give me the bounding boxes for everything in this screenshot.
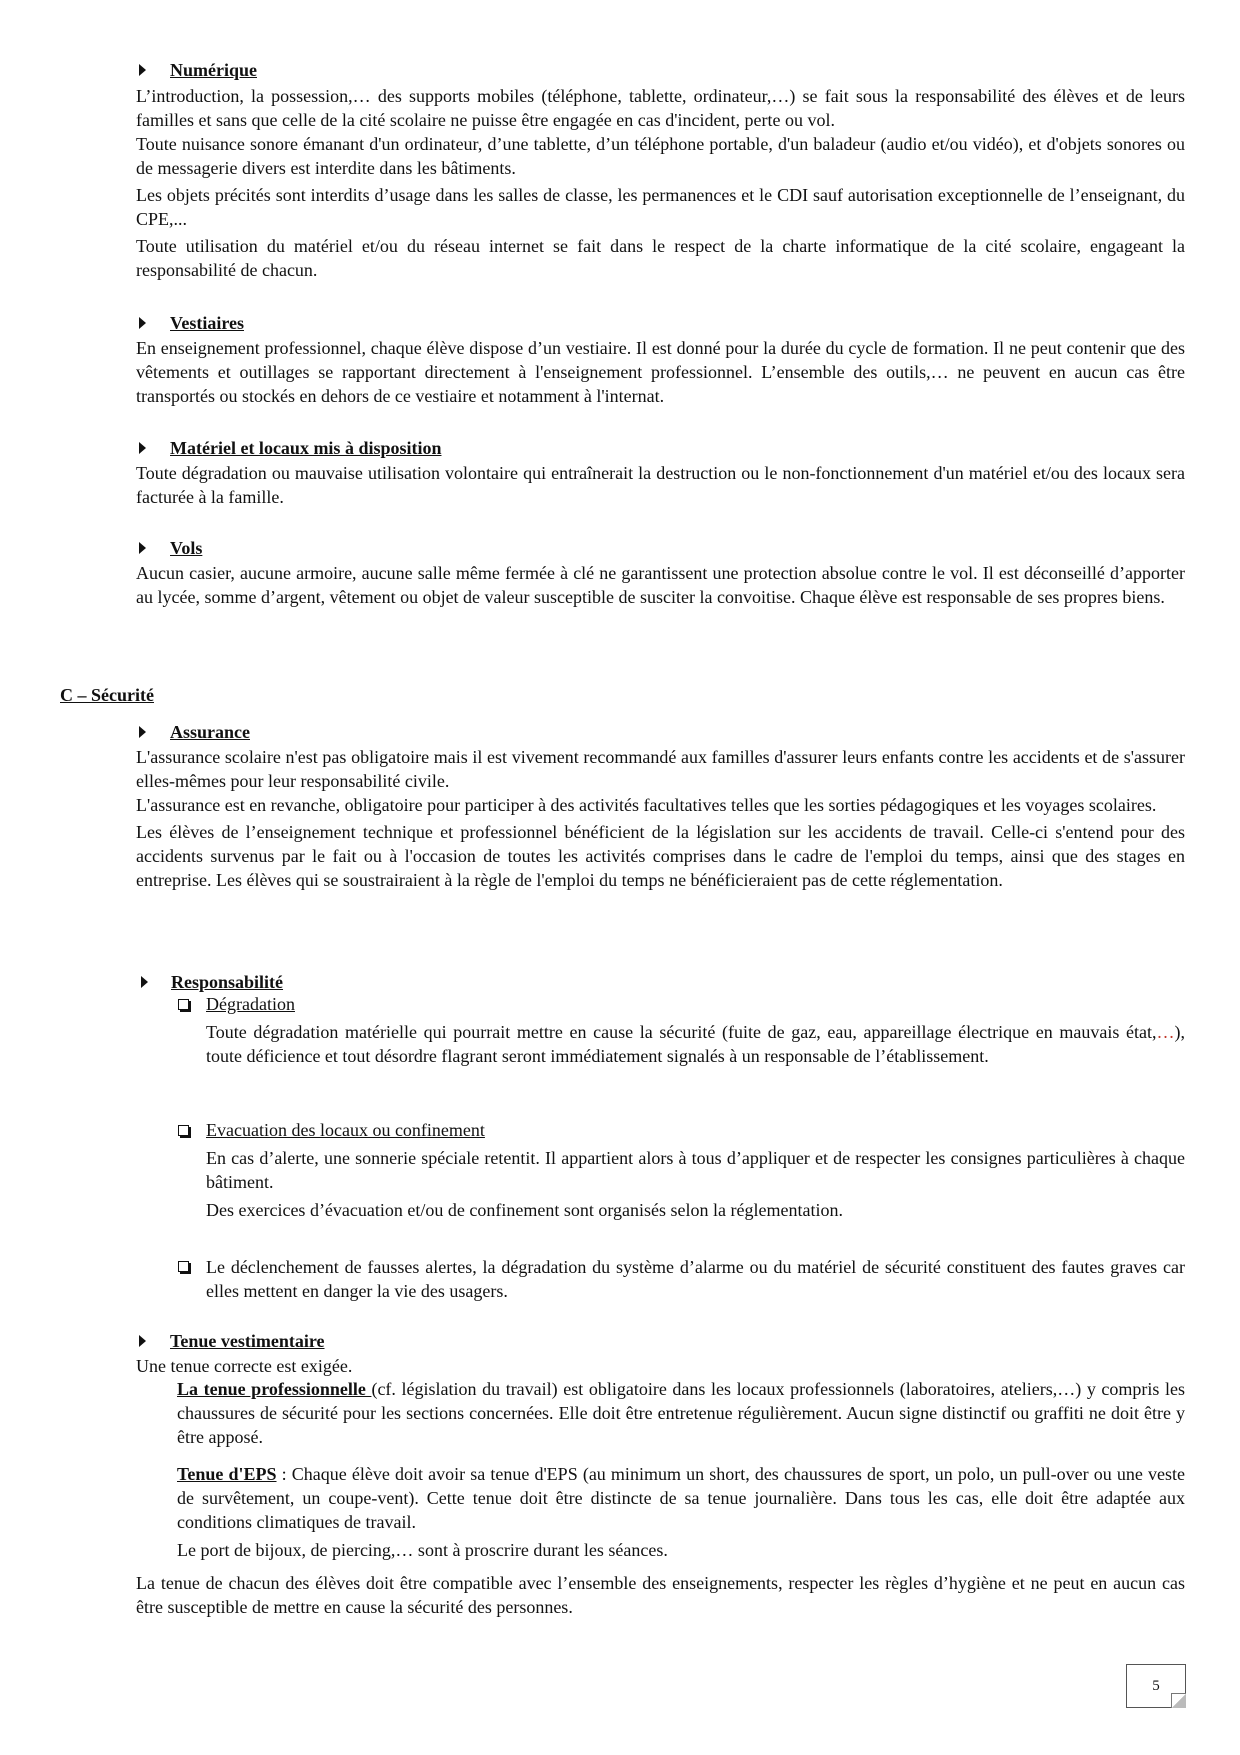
- paragraph: Toute nuisance sonore émanant d'un ordinateur, d’une tablette, d’un téléphone portable, d'un baladeur (audio et/ou vidéo), et d'objets sonores ou de messagerie divers est interdite dans les bâtiments.: [136, 134, 1185, 178]
- heading-assurance: Assurance: [170, 722, 250, 742]
- section-vols-body: [136, 561, 1185, 609]
- tenue-pro-body: [177, 1377, 1185, 1449]
- paragraph: Aucun casier, aucune armoire, aucune salle même fermée à clé ne garantissent une protection absolue contre le vol. Il est déconseillé d’apporter au lycée, somme d’argent, vêtement ou objet de valeur susceptible de susciter la convoitise. Chaque élève est responsable de ses propres biens.: [136, 563, 1185, 607]
- paragraph: [177, 1462, 1185, 1534]
- checkbox-bullet-icon: [178, 1125, 189, 1136]
- heading-materiel: Matériel et locaux mis à disposition: [170, 438, 442, 458]
- bullet-arrow-icon: [139, 1335, 146, 1347]
- bullet-arrow-icon: [139, 442, 146, 454]
- section-materiel-body: [136, 461, 1185, 509]
- tenue-eps-body: [177, 1462, 1185, 1562]
- tenue-eps-text: : Chaque élève doit avoir sa tenue d'EPS (au minimum un short, des chaussures de sport, un polo, un pull-over ou une veste de survêtement, un coupe-vent). Cette tenue doit être distincte de sa tenue journalière. Dans tous les cas, elle doit être adaptée aux conditions climatiques de travail.: [177, 1464, 1185, 1532]
- bullet-arrow-icon: [141, 976, 148, 988]
- section-numerique-body: [136, 84, 1185, 282]
- heading-vestiaires: Vestiaires: [170, 313, 244, 333]
- heading-numerique: Numérique: [170, 60, 257, 80]
- section-assurance-body: [136, 745, 1185, 892]
- checkbox-bullet-icon: [178, 999, 189, 1010]
- paragraph: Toute utilisation du matériel et/ou du réseau internet se fait dans le respect de la charte informatique de la cité scolaire, engageant la responsabilité de chacun.: [136, 236, 1185, 280]
- degradation-body: [206, 1020, 1185, 1068]
- paragraph: L'assurance scolaire n'est pas obligatoire mais il est vivement recommandé aux familles d'assurer leurs enfants contre les accidents et de s'assurer elles-mêmes pour leur responsabilité civile.: [136, 747, 1185, 791]
- evacuation-body: [206, 1146, 1185, 1222]
- tenue-pro-text: (cf. législation du travail) est obligatoire dans les locaux professionnels (laboratoires, ateliers,…) y compris les chaussures de sécurité pour les sections concernées. Elle doit être entretenue régulièrement. Aucun signe distinctif ou graffiti ne doit être y être apposé.: [177, 1379, 1185, 1447]
- paragraph: La tenue de chacun des élèves doit être compatible avec l’ensemble des enseignements, respecter les règles d’hygiène et ne peut en aucun cas être susceptible de mettre en cause la sécurité des personnes.: [136, 1573, 1185, 1617]
- subheading-degradation: Dégradation: [206, 994, 295, 1014]
- paragraph: En cas d’alerte, une sonnerie spéciale retentit. Il appartient alors à tous d’appliquer et de respecter les consignes particulières à chaque bâtiment.: [206, 1148, 1185, 1192]
- page-number: 5: [1152, 1678, 1160, 1694]
- paragraph: Des exercices d’évacuation et/ou de confinement sont organisés selon la réglementation.: [206, 1200, 843, 1220]
- degradation-text-a: Toute dégradation matérielle qui pourrait mettre en cause la sécurité (fuite de gaz, eau, appareillage électrique en mauvais état,: [206, 1022, 1157, 1042]
- section-title-securite: C – Sécurité: [60, 685, 154, 705]
- page-number-box: [1126, 1664, 1186, 1708]
- paragraph: Les élèves de l’enseignement technique et professionnel bénéficient de la législation sur les accidents de travail. Celle-ci s'entend pour des accidents survenus par le fait ou à l'occasion de toutes les activités comprises dans le cadre de l'emploi du temps, ainsi que des stages en entreprise. Les élèves qui se soustrairaient à la règle de l'emploi du temps ne bénéficieraient pas de cette réglementation.: [136, 822, 1185, 890]
- paragraph: Les objets précités sont interdits d’usage dans les salles de classe, les permanences et le CDI sauf autorisation exceptionnelle de l’enseignant, du CPE,...: [136, 185, 1185, 229]
- bullet-arrow-icon: [139, 542, 146, 554]
- paragraph: [206, 1020, 1185, 1068]
- alertes-body: [206, 1255, 1185, 1303]
- paragraph: Toute dégradation ou mauvaise utilisation volontaire qui entraînerait la destruction ou le non-fonctionnement d'un matériel et/ou des locaux sera facturée à la famille.: [136, 463, 1185, 507]
- tenue-pro-label: La tenue professionnelle: [177, 1379, 372, 1399]
- heading-vols: Vols: [170, 538, 203, 558]
- checkbox-bullet-icon: [178, 1261, 189, 1272]
- paragraph: Le port de bijoux, de piercing,… sont à proscrire durant les séances.: [177, 1540, 668, 1560]
- paragraph: L’introduction, la possession,… des supports mobiles (téléphone, tablette, ordinateur,…) se fait sous la responsabilité des élèves et de leurs familles et sans que celle de la cité scolaire ne puisse être engagée en cas d'incident, perte ou vol.: [136, 86, 1185, 130]
- bullet-arrow-icon: [139, 64, 146, 76]
- paragraph: En enseignement professionnel, chaque élève dispose d’un vestiaire. Il est donné pour la durée du cycle de formation. Il ne peut contenir que des vêtements et outillages se rapportant directement à l'enseignement professionnel. L’ensemble des outils,… ne peuvent en aucun cas être transportés ou stockés en dehors de ce vestiaire et notamment à l'internat.: [136, 338, 1185, 406]
- heading-responsabilite: Responsabilité: [171, 972, 284, 992]
- paragraph: [177, 1377, 1185, 1449]
- paragraph: Une tenue correcte est exigée.: [136, 1356, 353, 1376]
- degradation-ellipsis: …: [1156, 1022, 1175, 1042]
- degradation-text-b: ), toute déficience et tout désordre flagrant seront immédiatement signalés à un responsable de l’établissement.: [206, 1022, 1185, 1066]
- tenue-conclusion: [136, 1571, 1185, 1619]
- bullet-arrow-icon: [139, 317, 146, 329]
- subheading-evacuation: Evacuation des locaux ou confinement: [206, 1120, 485, 1140]
- page-curl-icon: [1171, 1693, 1186, 1708]
- heading-tenue: Tenue vestimentaire: [170, 1331, 325, 1351]
- tenue-intro: [136, 1354, 1185, 1378]
- section-vestiaires-body: [136, 336, 1185, 408]
- paragraph: Le déclenchement de fausses alertes, la dégradation du système d’alarme ou du matériel de sécurité constituent des fautes graves car elles mettent en danger la vie des usagers.: [206, 1257, 1185, 1301]
- bullet-arrow-icon: [139, 726, 146, 738]
- tenue-eps-label: Tenue d'EPS: [177, 1464, 277, 1484]
- paragraph: L'assurance est en revanche, obligatoire pour participer à des activités facultatives telles que les sorties pédagogiques et les voyages scolaires.: [136, 795, 1157, 815]
